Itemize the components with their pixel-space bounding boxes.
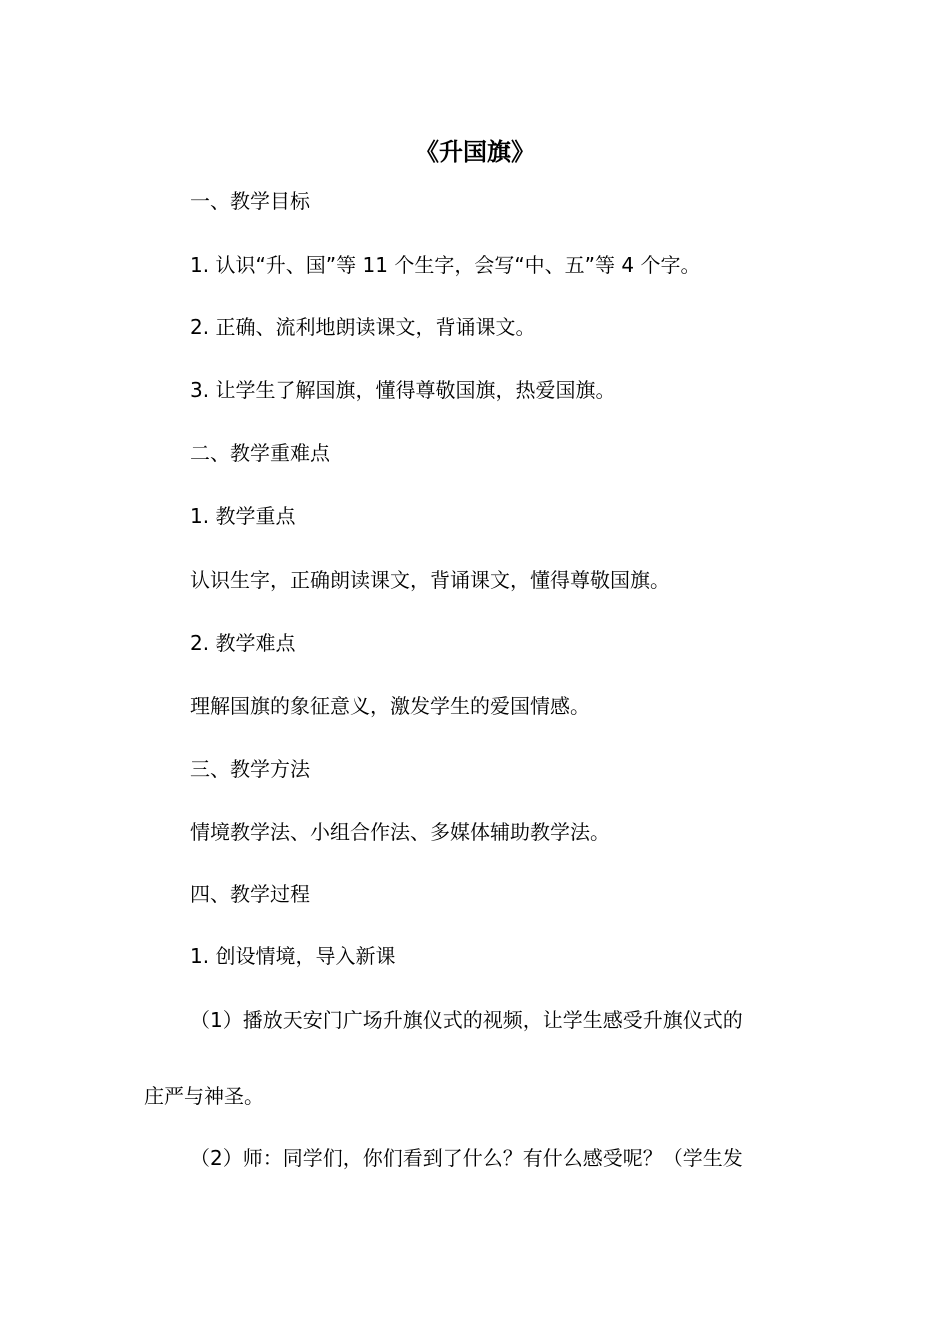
methods-text: 情境教学法、小组合作法、多媒体辅助教学法。 (190, 820, 610, 844)
objective-item-2: 2. 正确、流利地朗读课文，背诵课文。 (190, 315, 536, 339)
section-heading-process: 四、教学过程 (190, 882, 310, 906)
process-step-1-item-1-continued: 庄严与神圣。 (144, 1084, 264, 1108)
process-step-1-item-1: （1）播放天安门广场升旗仪式的视频，让学生感受升旗仪式的 (190, 1008, 743, 1032)
objective-item-1: 1. 认识“升、国”等 11 个生字，会写“中、五”等 4 个字。 (190, 253, 701, 277)
section-heading-key-points: 二、教学重难点 (190, 441, 330, 465)
key-point-text: 认识生字，正确朗读课文，背诵课文，懂得尊敬国旗。 (190, 568, 670, 592)
subheading-difficulty: 2. 教学难点 (190, 631, 296, 655)
difficulty-text: 理解国旗的象征意义，激发学生的爱国情感。 (190, 694, 590, 718)
document-title: 《升国旗》 (415, 138, 535, 166)
subheading-key-point: 1. 教学重点 (190, 504, 296, 528)
process-step-1-heading: 1. 创设情境，导入新课 (190, 944, 396, 968)
section-heading-methods: 三、教学方法 (190, 757, 310, 781)
process-step-1-item-2: （2）师：同学们，你们看到了什么？有什么感受呢？（学生发 (190, 1146, 743, 1170)
objective-item-3: 3. 让学生了解国旗，懂得尊敬国旗，热爱国旗。 (190, 378, 616, 402)
section-heading-objectives: 一、教学目标 (190, 189, 310, 213)
